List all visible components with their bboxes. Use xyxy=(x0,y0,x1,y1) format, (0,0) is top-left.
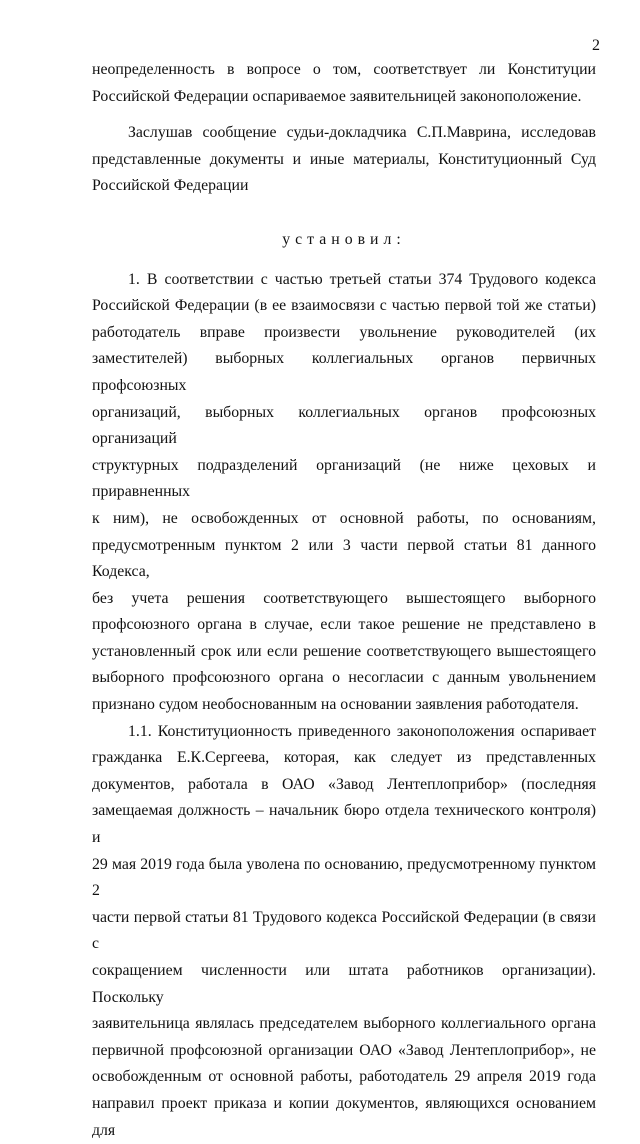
text-line: установленный срок или если решение соответствующего вышестоящего xyxy=(92,642,596,660)
paragraph-gap xyxy=(92,200,596,224)
text-line: документов, работала в ОАО «Завод Лентеплоприбор» (последняя xyxy=(92,775,596,793)
text-line: замещаемая должность – начальник бюро отдела технического контроля) и xyxy=(92,802,596,847)
text-line: к ним), не освобожденных от основной работы, по основаниям, xyxy=(92,509,596,527)
text-line: без учета решения соответствующего вышестоящего выборного xyxy=(92,589,596,607)
text-line: 1. В соответствии с частью третьей статьи 374 Трудового кодекса xyxy=(128,270,596,288)
text-line: 1.1. Конституционность приведенного законоположения оспаривает xyxy=(128,722,596,740)
text-line: Заслушав сообщение судьи-докладчика С.П.Маврина, исследовав xyxy=(128,124,596,142)
text-line: организаций, выборных коллегиальных органов профсоюзных организаций xyxy=(92,403,596,448)
text-line: профсоюзного органа в случае, если такое решение не представлено в xyxy=(92,616,596,634)
text-line: Российской Федерации (в ее взаимосвязи с частью первой той же статьи) xyxy=(92,297,596,315)
text-line: признано судом необоснованным на основании заявления работодателя. xyxy=(92,696,579,714)
document-body xyxy=(92,57,596,1144)
text-line: Российской Федерации xyxy=(92,177,249,195)
text-line: структурных подразделений организаций (не ниже цеховых и приравненных xyxy=(92,456,596,501)
section-heading: установил: xyxy=(282,230,406,248)
text-line: сокращением численности или штата работников организации). Поскольку xyxy=(92,962,596,1006)
text-line: части первой статьи 81 Трудового кодекса Российской Федерации (в связи с xyxy=(92,908,596,953)
text-line: 29 мая 2019 года была уволена по основанию, предусмотренному пунктом 2 xyxy=(92,855,596,900)
text-line: гражданка Е.К.Сергеева, которая, как следует из представленных xyxy=(92,749,596,767)
text-line: выборного профсоюзного органа о несогласии с данным увольнением xyxy=(92,669,596,687)
text-line: первичной профсоюзной организации ОАО «Завод Лентеплоприбор», не xyxy=(92,1041,596,1059)
text-line: освобожденным от основной работы, работодатель 29 апреля 2019 года xyxy=(92,1068,596,1086)
text-line: неопределенность в вопросе о том, соответствует ли Конституции xyxy=(92,61,596,78)
text-line: предусмотренным пунктом 2 или 3 части первой статьи 81 данного Кодекса, xyxy=(92,536,596,581)
page-number: 2 xyxy=(592,37,600,54)
text-line: Российской Федерации оспариваемое заявительницей законоположение. xyxy=(92,87,582,105)
paragraph-gap xyxy=(92,110,596,120)
text-line: заместителей) выборных коллегиальных органов первичных профсоюзных xyxy=(92,350,596,394)
text-line: работодатель вправе произвести увольнение руководителей (их xyxy=(92,323,596,341)
text-line: представленные документы и иные материалы, Конституционный Суд xyxy=(92,150,596,168)
text-line: направил проект приказа и копии документов, являющихся основанием для xyxy=(92,1094,596,1139)
text-line: заявительница являлась председателем выборного коллегиального органа xyxy=(92,1015,596,1033)
